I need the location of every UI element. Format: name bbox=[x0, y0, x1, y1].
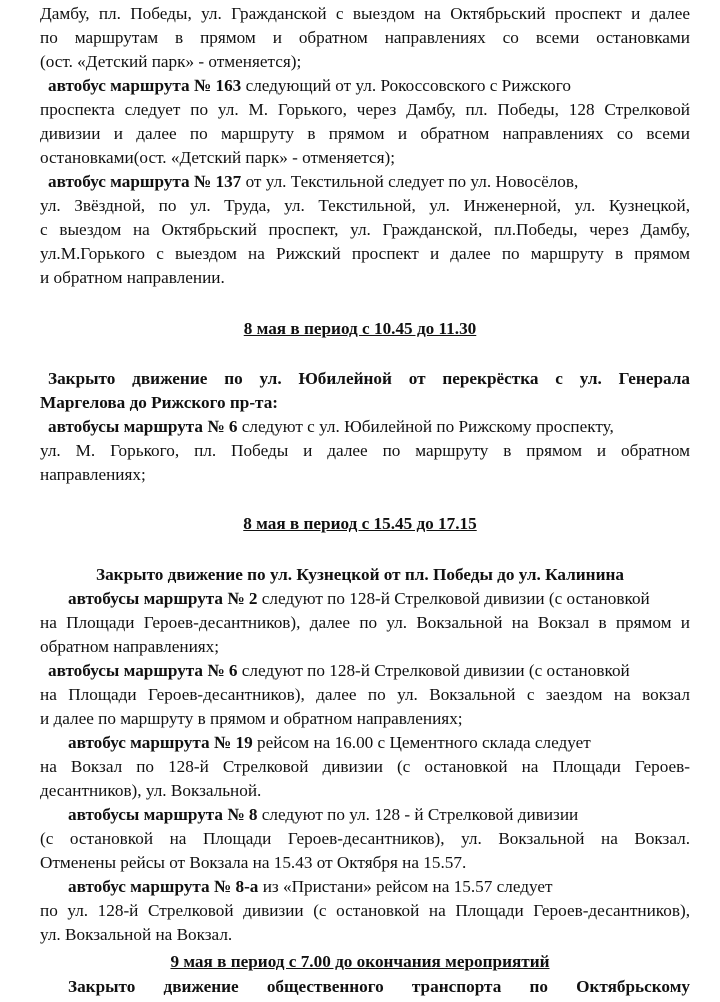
route-163-label: автобус маршрута № 163 bbox=[48, 76, 242, 95]
text-line: обратном направлениях; bbox=[40, 637, 220, 656]
closure-heading: Закрыто движение по ул. Юбилейной от перекрёстка с ул. Генерала bbox=[48, 369, 690, 388]
route-137-line bbox=[48, 170, 690, 193]
route-6-text: следуют с ул. Юбилейной по Рижскому проспекту, bbox=[237, 417, 614, 436]
route-19-text: рейсом на 16.00 с Цементного склада следует bbox=[252, 733, 591, 752]
section-heading: 8 мая в период с 10.45 до 11.30 bbox=[243, 319, 477, 338]
route-6-text: следуют по 128-й Стрелковой дивизии (с остановкой bbox=[237, 661, 630, 680]
text-line: ул. Звёздной, по ул. Труда, ул. Текстильной, ул. Инженерной, ул. Кузнецкой, bbox=[40, 196, 690, 215]
text-line: ул.М.Горького с выездом на Рижский проспект и далее по маршруту в прямом bbox=[40, 244, 690, 263]
route-6-label: автобусы маршрута № 6 bbox=[48, 417, 238, 436]
route-137-text: от ул. Текстильной следует по ул. Новосёлов, bbox=[241, 172, 579, 191]
route-163-line bbox=[48, 74, 690, 97]
text-line: ул. Вокзальной на Вокзал. bbox=[40, 925, 233, 944]
route-8a-line bbox=[68, 875, 690, 898]
text-line: Дамбу, пл. Победы, ул. Гражданской с выездом на Октябрьский проспект и далее bbox=[40, 4, 690, 23]
route-8a-text: из «Пристани» рейсом на 15.57 следует bbox=[258, 877, 553, 896]
text-line: Отменены рейсы от Вокзала на 15.43 от Октября на 15.57. bbox=[40, 853, 467, 872]
route-6-line bbox=[48, 659, 690, 682]
text-line: на Вокзал по 128-й Стрелковой дивизии (с остановкой на Площади Героев- bbox=[40, 757, 690, 776]
route-8a-label: автобус маршрута № 8-а bbox=[68, 877, 259, 896]
route-137-label: автобус маршрута № 137 bbox=[48, 172, 242, 191]
text-line: на Площади Героев-десантников), далее по ул. Вокзальной на Вокзал в прямом и bbox=[40, 613, 690, 632]
text-line: дивизии и далее по маршруту в прямом и обратном направлениях со всеми bbox=[40, 124, 690, 143]
route-8-label: автобусы маршрута № 8 bbox=[68, 805, 258, 824]
route-6-line bbox=[48, 415, 690, 438]
text-line: и далее по маршруту в прямом и обратном направлениях; bbox=[40, 709, 463, 728]
text-line: (с остановкой на Площади Героев-десантников), ул. Вокзальной на Вокзал. bbox=[40, 829, 690, 848]
route-163-text: следующий от ул. Рокоссовского с Рижского bbox=[241, 76, 571, 95]
text-line: десантников), ул. Вокзальной. bbox=[40, 781, 262, 800]
route-2-line bbox=[68, 587, 690, 610]
text-line: по маршрутам в прямом и обратном направлениях со всеми остановками bbox=[40, 28, 690, 47]
route-19-line bbox=[68, 731, 690, 754]
text-line: направлениях; bbox=[40, 465, 146, 484]
text-line: остановками(ост. «Детский парк» - отменяется); bbox=[40, 148, 395, 167]
route-8-line bbox=[68, 803, 690, 826]
route-2-label: автобусы маршрута № 2 bbox=[68, 589, 258, 608]
text-line: проспекта следует по ул. М. Горького, через Дамбу, пл. Победы, 128 Стрелковой bbox=[40, 100, 690, 119]
text-line: на Площади Героев-десантников), далее по ул. Вокзальной с заездом на вокзал bbox=[40, 685, 690, 704]
section-heading: 9 мая в период с 7.00 до окончания мероприятий bbox=[170, 952, 550, 971]
route-2-text: следуют по 128-й Стрелковой дивизии (с остановкой bbox=[257, 589, 650, 608]
route-6-label: автобусы маршрута № 6 bbox=[48, 661, 238, 680]
text-line: с выездом на Октябрьский проспект, ул. Гражданской, пл.Победы, через Дамбу, bbox=[40, 220, 690, 239]
text-line: (ост. «Детский парк» - отменяется); bbox=[40, 52, 302, 71]
closure-heading: Маргелова до Рижского пр-та: bbox=[40, 393, 279, 412]
route-19-label: автобус маршрута № 19 bbox=[68, 733, 253, 752]
closure-heading: Закрыто движение по ул. Кузнецкой от пл. Победы до ул. Калинина bbox=[96, 565, 624, 584]
closure-heading: Закрыто движение общественного транспорта по Октябрьскому bbox=[68, 977, 690, 996]
text-line: и обратном направлении. bbox=[40, 268, 225, 287]
text-line: ул. М. Горького, пл. Победы и далее по маршруту в прямом и обратном bbox=[40, 441, 690, 460]
text-line: по ул. 128-й Стрелковой дивизии (с остановкой на Площади Героев-десантников), bbox=[40, 901, 690, 920]
route-8-text: следуют по ул. 128 - й Стрелковой дивизии bbox=[257, 805, 579, 824]
section-heading: 8 мая в период с 15.45 до 17.15 bbox=[243, 514, 477, 533]
